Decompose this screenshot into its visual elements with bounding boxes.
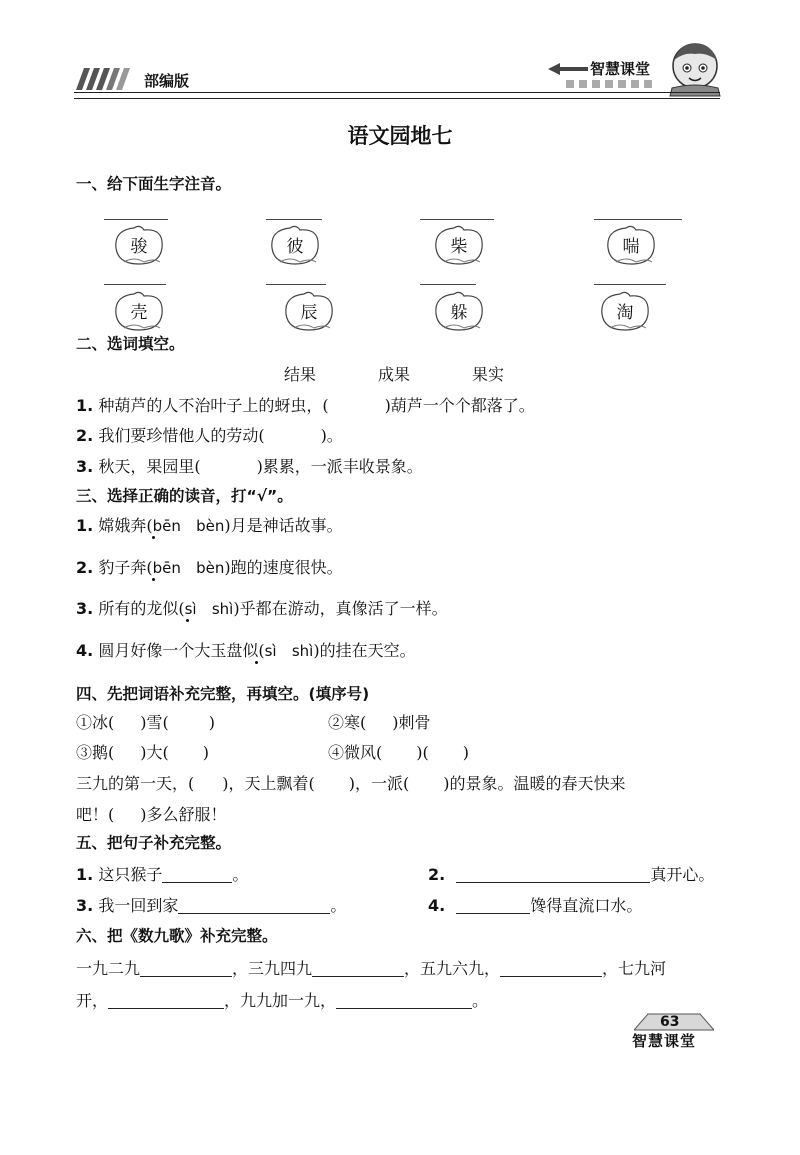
idiom-text: ) bbox=[208, 713, 215, 732]
pinyin-blank-line[interactable] bbox=[104, 284, 166, 285]
char-chuan: 喘 bbox=[622, 237, 640, 257]
paragraph-text: 吧！( bbox=[76, 805, 115, 824]
s6-line-2 bbox=[76, 988, 488, 1011]
pinyin-option-a[interactable]: sì bbox=[264, 642, 277, 660]
mascot-boy-icon bbox=[662, 38, 728, 98]
answer-line[interactable] bbox=[500, 960, 602, 977]
s5-question-4 bbox=[428, 893, 642, 916]
question-text: )乎都在游动，真像活了一样。 bbox=[233, 599, 448, 618]
emphasis-dot bbox=[255, 661, 258, 664]
peach-char-box bbox=[110, 288, 170, 334]
pinyin-blank-line[interactable] bbox=[266, 219, 322, 220]
arrow-decoration bbox=[548, 62, 588, 76]
pinyin-blank-line[interactable] bbox=[420, 219, 494, 220]
question-text: )月是神话故事。 bbox=[224, 516, 343, 535]
peach-char-box bbox=[602, 222, 662, 268]
answer-line[interactable] bbox=[140, 960, 232, 977]
pinyin-option-b[interactable]: bèn bbox=[196, 517, 225, 535]
song-text: ，五九六九， bbox=[404, 959, 501, 978]
paragraph-text: )的景象。温暖的春天快来 bbox=[443, 774, 626, 793]
paragraph-text: )多么舒服！ bbox=[140, 805, 227, 824]
s2-question-2 bbox=[76, 423, 343, 446]
answer-line[interactable] bbox=[456, 897, 530, 914]
question-number: 2. bbox=[76, 426, 94, 445]
pinyin-option-a[interactable]: sì bbox=[184, 600, 197, 618]
answer-line[interactable] bbox=[336, 992, 472, 1009]
section-2-heading: 二、选词填空。 bbox=[76, 335, 185, 353]
header-squares-decoration bbox=[566, 80, 666, 88]
question-text: )跑的速度很快。 bbox=[224, 558, 343, 577]
question-text: 圆月好像一个大玉盘 bbox=[98, 641, 243, 660]
section-6-heading: 六、把《数九歌》补充完整。 bbox=[76, 927, 278, 945]
question-text: )葫芦一个个都落了。 bbox=[384, 396, 535, 415]
pinyin-option-b[interactable]: shì bbox=[211, 600, 234, 618]
header-brand: 智慧课堂 bbox=[590, 60, 651, 78]
header-stripes-decoration bbox=[76, 68, 136, 90]
s5-question-2 bbox=[428, 862, 714, 885]
section-1-heading: 一、给下面生字注音。 bbox=[76, 175, 232, 193]
question-text: 这只猴子 bbox=[98, 865, 163, 884]
s4-paragraph-line-1 bbox=[76, 771, 626, 794]
s4-paragraph-line-2 bbox=[76, 802, 227, 825]
question-text: 。 bbox=[330, 896, 347, 915]
s3-question-1: 1. 嫦娥奔(bēn bèn)月是神话故事。 bbox=[76, 516, 343, 535]
pinyin-blank-line[interactable] bbox=[594, 219, 682, 220]
s3-question-3: 3. 所有的龙似(sì shì)乎都在游动，真像活了一样。 bbox=[76, 599, 448, 618]
idiom-item-3 bbox=[76, 740, 209, 763]
question-number: 3. bbox=[76, 457, 94, 476]
s5-question-3 bbox=[76, 893, 346, 916]
question-text: 我一回到家 bbox=[98, 896, 179, 915]
question-text: 我们要珍惜他人的劳动( bbox=[98, 426, 265, 445]
char-jun: 骏 bbox=[130, 237, 148, 257]
question-text: 真开心。 bbox=[650, 865, 715, 884]
emphasis-dot bbox=[152, 536, 155, 539]
emphasis-dot bbox=[186, 619, 189, 622]
s5-question-1 bbox=[76, 862, 248, 885]
song-text: ，三九四九 bbox=[232, 959, 313, 978]
peach-char-box bbox=[280, 288, 340, 334]
song-text: 一九二九 bbox=[76, 959, 141, 978]
target-char: 似 bbox=[242, 641, 259, 660]
song-text: 。 bbox=[472, 991, 489, 1010]
pinyin-blank-line[interactable] bbox=[104, 219, 168, 220]
question-text: )的挂在天空。 bbox=[313, 641, 416, 660]
question-number: 1. bbox=[76, 516, 94, 535]
pinyin-option-a[interactable]: bēn bbox=[152, 559, 181, 577]
idiom-text: )刺骨 bbox=[392, 713, 431, 732]
page-title: 语文园地七 bbox=[347, 123, 453, 148]
footer-brand: 智慧课堂 bbox=[632, 1032, 697, 1050]
question-number: 3. bbox=[76, 896, 94, 915]
answer-line[interactable] bbox=[312, 960, 404, 977]
char-duo: 躲 bbox=[450, 303, 468, 323]
header-divider bbox=[74, 92, 720, 99]
question-text: 所有的龙 bbox=[98, 599, 163, 618]
idiom-item-4 bbox=[328, 740, 469, 763]
answer-line[interactable] bbox=[178, 897, 330, 914]
char-tao: 淘 bbox=[616, 303, 634, 323]
section-4-heading: 四、先把词语补充完整，再填空。(填序号) bbox=[76, 685, 370, 703]
answer-line[interactable] bbox=[162, 866, 232, 883]
peach-char-box bbox=[430, 288, 490, 334]
pinyin-blank-line[interactable] bbox=[420, 284, 476, 285]
question-text: 。 bbox=[232, 865, 249, 884]
section-3-heading: 三、选择正确的读音，打“√”。 bbox=[76, 487, 293, 505]
section-5-heading: 五、把句子补充完整。 bbox=[76, 834, 232, 852]
song-text: 开， bbox=[76, 991, 109, 1010]
word-option: 果实 bbox=[472, 365, 505, 384]
pinyin-blank-line[interactable] bbox=[266, 284, 326, 285]
idiom-text: ) bbox=[202, 743, 209, 762]
question-text: )。 bbox=[320, 426, 343, 445]
question-number: 1. bbox=[76, 865, 94, 884]
answer-line[interactable] bbox=[108, 992, 224, 1009]
question-number: 1. bbox=[76, 396, 94, 415]
song-text: ，七九河 bbox=[602, 959, 667, 978]
paragraph-text: )，一派( bbox=[348, 774, 410, 793]
word-option: 结果 bbox=[284, 365, 317, 384]
char-bi: 彼 bbox=[286, 237, 304, 257]
peach-char-box bbox=[266, 222, 326, 268]
question-text: 秋天，果园里( bbox=[98, 457, 201, 476]
question-number: 2. bbox=[76, 558, 94, 577]
question-text: )累累，一派丰收景象。 bbox=[256, 457, 423, 476]
idiom-text: )( bbox=[416, 743, 429, 762]
paragraph-text: 三九的第一天，( bbox=[76, 774, 195, 793]
question-number: 4. bbox=[428, 896, 446, 915]
question-number: 2. bbox=[428, 865, 446, 884]
s2-question-1 bbox=[76, 393, 535, 416]
song-text: ，九九加一九， bbox=[224, 991, 337, 1010]
edition-label: 部编版 bbox=[144, 72, 190, 90]
idiom-text: )雪( bbox=[140, 713, 169, 732]
pinyin-blank-line[interactable] bbox=[594, 284, 666, 285]
target-char: 奔 bbox=[130, 516, 147, 535]
char-ke: 壳 bbox=[130, 303, 148, 323]
paragraph-text: )，天上飘着( bbox=[222, 774, 315, 793]
s6-line-1 bbox=[76, 956, 666, 979]
idiom-text: )大( bbox=[140, 743, 169, 762]
word-option: 成果 bbox=[378, 365, 411, 384]
question-text: 馋得直流口水。 bbox=[530, 896, 643, 915]
idiom-text: ②寒( bbox=[328, 713, 367, 732]
question-number: 4. bbox=[76, 641, 94, 660]
pinyin-option-b[interactable]: bèn bbox=[196, 559, 225, 577]
idiom-text: ④微风( bbox=[328, 743, 383, 762]
idiom-item-2 bbox=[328, 710, 431, 733]
emphasis-dot bbox=[152, 578, 155, 581]
target-char: 奔 bbox=[130, 558, 147, 577]
pinyin-option-a[interactable]: bēn bbox=[152, 517, 181, 535]
question-text: 豹子 bbox=[98, 558, 131, 577]
idiom-text: ) bbox=[462, 743, 469, 762]
answer-line[interactable] bbox=[456, 866, 650, 883]
s3-question-4: 4. 圆月好像一个大玉盘似(sì shì)的挂在天空。 bbox=[76, 641, 416, 660]
s3-question-2: 2. 豹子奔(bēn bèn)跑的速度很快。 bbox=[76, 558, 343, 577]
question-number: 3. bbox=[76, 599, 94, 618]
char-chen: 辰 bbox=[300, 303, 318, 323]
pinyin-option-b[interactable]: shì bbox=[291, 642, 314, 660]
page-number: 63 bbox=[660, 1014, 680, 1030]
char-chai: 柴 bbox=[450, 237, 468, 257]
idiom-item-1 bbox=[76, 710, 215, 733]
target-char: 似 bbox=[162, 599, 179, 618]
question-text: 种葫芦的人不治叶子上的蚜虫，( bbox=[98, 396, 329, 415]
idiom-text: ①冰( bbox=[76, 713, 115, 732]
peach-char-box bbox=[430, 222, 490, 268]
peach-char-box bbox=[110, 222, 170, 268]
peach-char-box bbox=[596, 288, 656, 334]
question-text: 嫦娥 bbox=[98, 516, 131, 535]
idiom-text: ③鹅( bbox=[76, 743, 115, 762]
s2-question-3 bbox=[76, 454, 423, 477]
